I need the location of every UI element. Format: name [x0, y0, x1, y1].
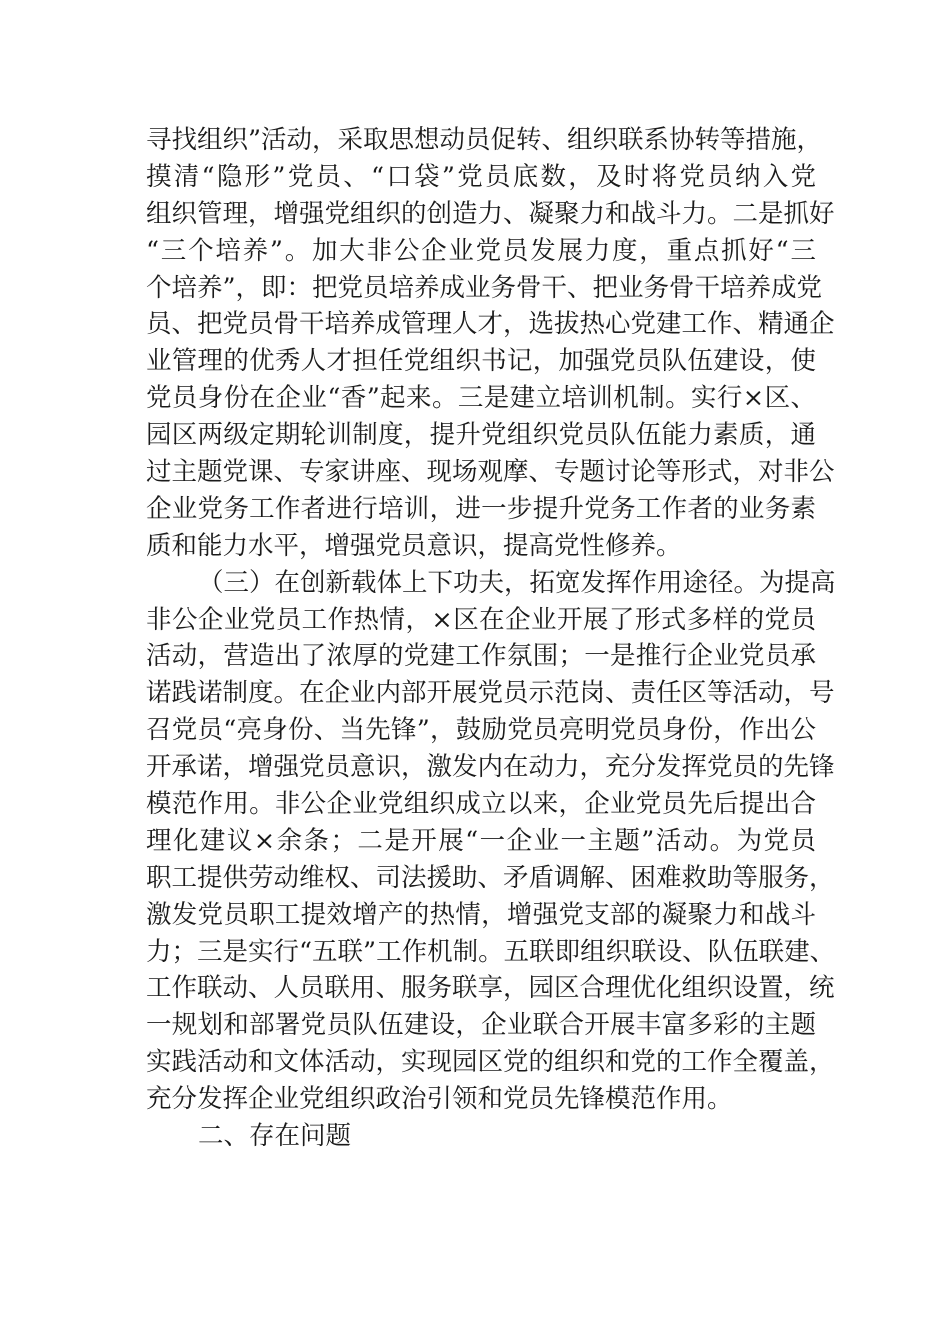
text-line: 激发党员职工提效增产的热情，增强党支部的凝聚力和战斗 [146, 899, 816, 930]
text-line: 实践活动和文体活动，实现园区党的组织和党的工作全覆盖， [146, 1047, 835, 1078]
text-line: 摸清“隐形”党员、“口袋”党员底数，及时将党员纳入党 [146, 161, 816, 192]
text-line: 一规划和部署党员队伍建设，企业联合开展丰富多彩的主题 [146, 1010, 816, 1041]
text-line: 寻找组织”活动，采取思想动员促转、组织联系协转等措施， [146, 125, 823, 155]
text-line: 党员身份在企业“香”起来。三是建立培训机制。实行×区、 [146, 383, 816, 414]
text-line: 业管理的优秀人才担任党组织书记，加强党员队伍建设，使 [146, 346, 816, 377]
document-body [146, 122, 836, 1155]
text-line: 质和能力水平，增强党员意识，提高党性修养。 [146, 530, 682, 561]
text-line: 开承诺，增强党员意识，激发内在动力，充分发挥党员的先锋 [146, 752, 835, 783]
text-line: 充分发挥企业党组织政治引领和党员先锋模范作用。 [146, 1084, 733, 1115]
text-line: 职工提供劳动维权、司法援助、矛盾调解、困难救助等服务， [146, 862, 835, 893]
text-line: 模范作用。非公企业党组织成立以来，企业党员先后提出合 [146, 789, 816, 820]
text-line: 过主题党课、专家讲座、现场观摩、专题讨论等形式，对非公 [146, 457, 835, 488]
text-line: 非公企业党员工作热情，×区在企业开展了形式多样的党员 [146, 604, 816, 635]
text-line: 个培养”，即：把党员培养成业务骨干、把业务骨干培养成党 [146, 272, 823, 303]
text-line: 召党员“亮身份、当先锋”，鼓励党员亮明党员身份，作出公 [146, 715, 816, 746]
text-line: （三）在创新载体上下功夫，拓宽发挥作用途径。为提高 [198, 567, 836, 598]
text-line: 员、把党员骨干培养成管理人才，选拔热心党建工作、精通企 [146, 309, 835, 340]
text-line: 活动，营造出了浓厚的党建工作氛围；一是推行企业党员承 [146, 641, 816, 672]
text-line: 组织管理，增强党组织的创造力、凝聚力和战斗力。二是抓好 [146, 198, 835, 229]
text-line: 诺践诺制度。在企业内部开展党员示范岗、责任区等活动，号 [146, 678, 835, 709]
section-heading: 二、存在问题 [198, 1121, 352, 1152]
text-line: 园区两级定期轮训制度，提升党组织党员队伍能力素质，通 [146, 420, 816, 451]
text-line: 力；三是实行“五联”工作机制。五联即组织联设、队伍联建、 [146, 936, 836, 967]
text-line: 企业党务工作者进行培训，进一步提升党务工作者的业务素 [146, 493, 816, 524]
text-line: 工作联动、人员联用、服务联享，园区合理优化组织设置，统 [146, 973, 835, 1004]
text-line: 理化建议×余条；二是开展“一企业一主题”活动。为党员 [146, 825, 816, 856]
text-line: “三个培养”。加大非公企业党员发展力度，重点抓好“三 [146, 235, 816, 266]
